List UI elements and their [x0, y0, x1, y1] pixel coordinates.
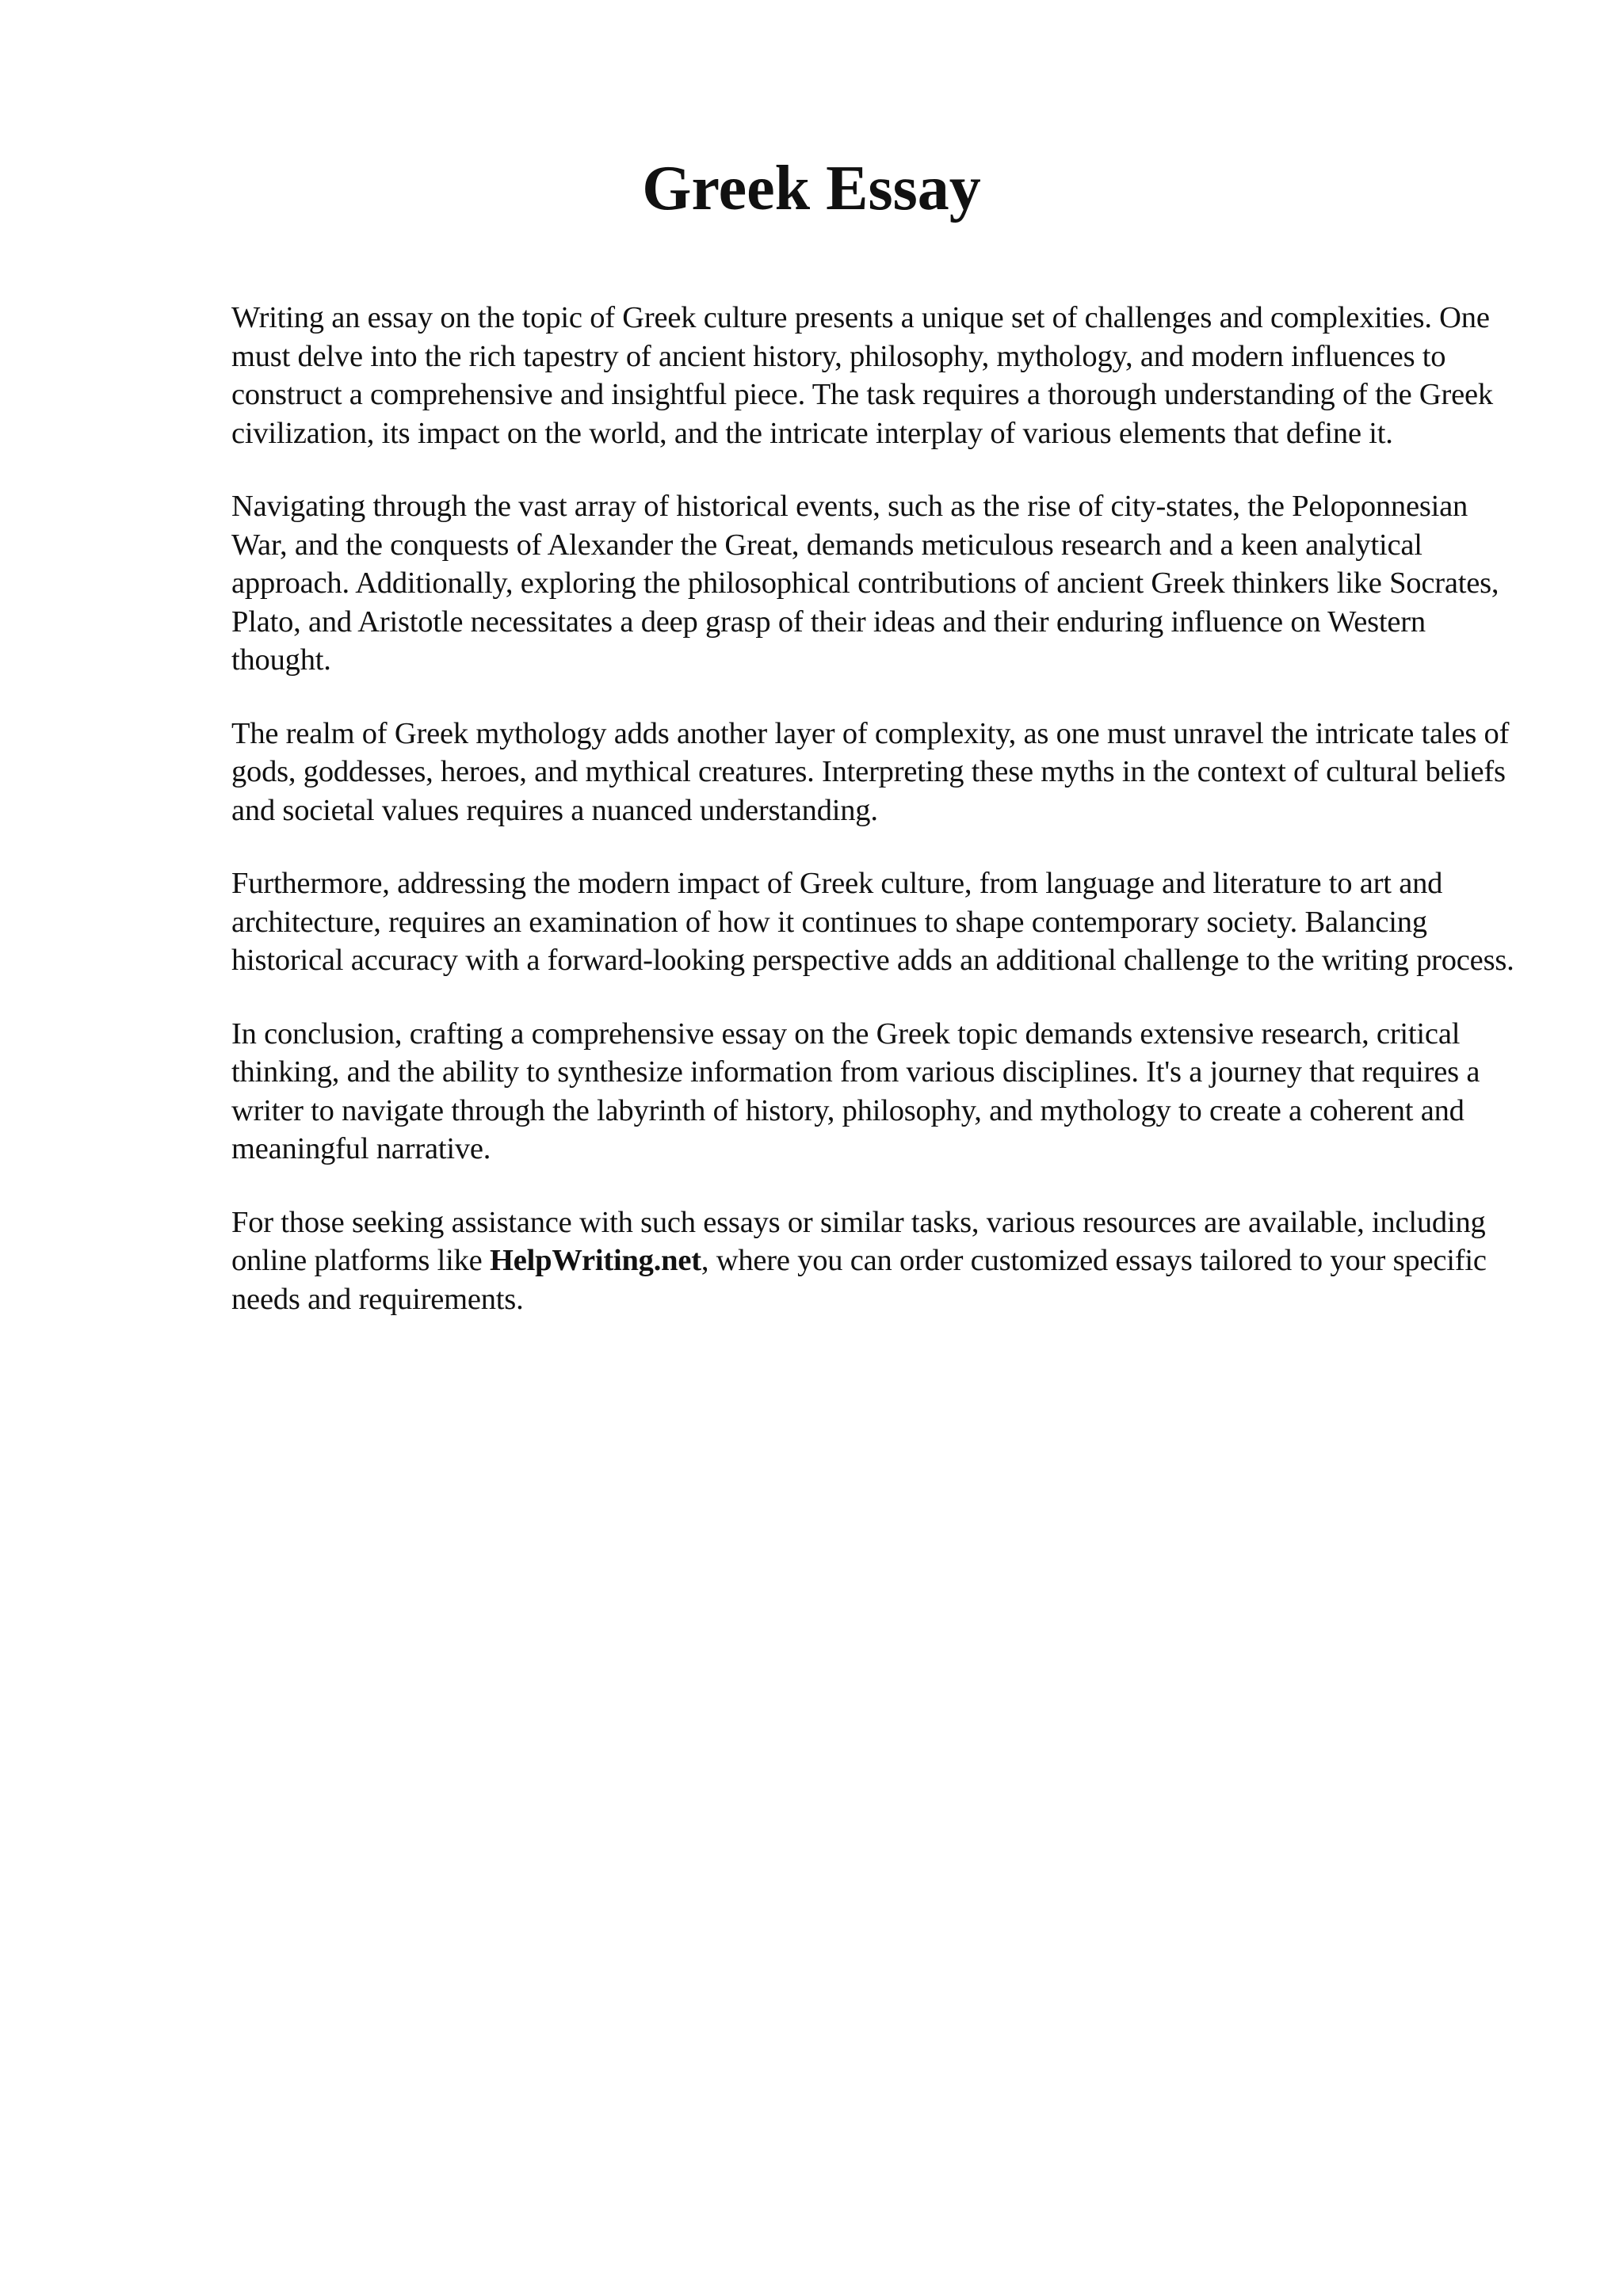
- document-body: [231, 299, 1522, 1353]
- paragraph-6: [231, 1203, 1522, 1319]
- paragraph-6-after: , where you can order customized essays tailored to your specific needs and requirements.: [231, 1244, 1487, 1316]
- paragraph-2: Navigating through the vast array of historical events, such as the rise of city-states, the Peloponnesian War, and the conquests of Alexander the Great, demands meticulous research and a keen analytical approach. Additionally, exploring the philosophical contributions of ancient Greek thinkers like Socrates, Plato, and Aristotle necessitates a deep grasp of their ideas and their enduring influence on Western thought.: [231, 490, 1499, 677]
- paragraph-3: The realm of Greek mythology adds another layer of complexity, as one must unravel the intricate tales of gods, goddesses, heroes, and mythical creatures. Interpreting these myths in the context of cultural beliefs and societal values requires a nuanced understanding.: [231, 716, 1510, 827]
- paragraph-5: In conclusion, crafting a comprehensive essay on the Greek topic demands extensive research, critical thinking, and the ability to synthesize information from various disciplines. It's a journey that requires a writer to navigate through the labyrinth of history, philosophy, and mythology to create a coherent and meaningful narrative.: [231, 1016, 1480, 1165]
- document-title: Greek Essay: [642, 154, 981, 223]
- paragraph-6-before: For those seeking assistance with such essays or similar tasks, various resources are available, including online platforms like: [231, 1205, 1486, 1277]
- helpwriting-link: HelpWriting.net: [490, 1244, 701, 1277]
- paragraph-1: Writing an essay on the topic of Greek culture presents a unique set of challenges and complexities. One must delve into the rich tapestry of ancient history, philosophy, mythology, and modern influences to construct a comprehensive and insightful piece. The task requires a thorough understanding of the Greek civilization, its impact on the world, and the intricate interplay of various elements that define it.: [231, 301, 1493, 450]
- paragraph-4: Furthermore, addressing the modern impact of Greek culture, from language and literature to art and architecture, requires an examination of how it continues to shape contemporary society. Balancing historical accuracy with a forward-looking perspective adds an additional challenge to the writing process.: [231, 867, 1514, 977]
